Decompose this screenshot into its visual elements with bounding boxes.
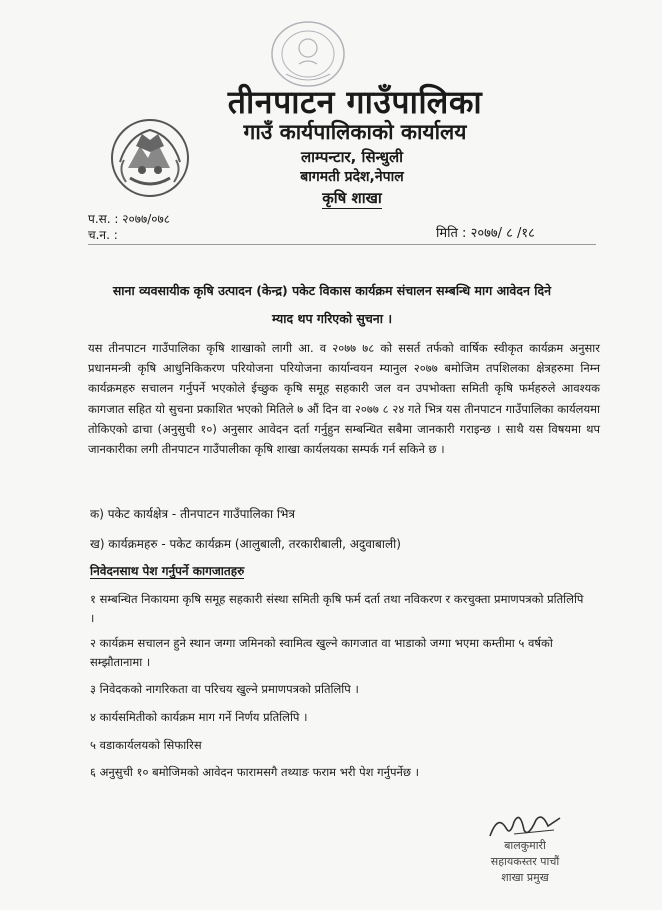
pocket-area-line: क) पकेट कार्यक्षेत्र - तीनपाटन गाउँपालिका भित्र (90, 507, 296, 521)
address-line-1: लाम्पन्टार, सिन्धुली (300, 148, 404, 166)
signature-block (470, 808, 580, 888)
notice-title-line-2: म्याद थप गरिएको सुचना । (271, 311, 393, 326)
office-subtitle: गाउँ कार्यपालिकाको कार्यालय (243, 119, 467, 144)
signer-name: बालकुमारी (504, 839, 546, 852)
notice-date: मिति : २०७७/ ८ /१८ (436, 226, 535, 241)
document-item-3: ३ निवेदकको नागरिकता वा परिचय खुल्ने प्रमाणपत्रको प्रतिलिपि । (90, 682, 359, 696)
org-title: तीनपाटन गाउँपालिका (227, 83, 483, 121)
branch-name: कृषि शाखा (322, 189, 382, 207)
header-divider (88, 244, 596, 245)
branch-label (262, 188, 442, 208)
signer-department: शाखा प्रमुख (501, 871, 549, 884)
reference-number: प.स. : २०७७/०७८ (88, 212, 170, 226)
document-item-2: २ कार्यक्रम सचालन हुने स्थान जग्गा जमिनको स्वामित्व खुल्ने कागजात वा भाडाको जग्गा भएमा कम्तीमा ५ वर्षको सम्झौतानामा । (90, 636, 553, 669)
notice-body: यस तीनपाटन गाउँपालिका कृषि शाखाको लागी आ. व २०७७ ७८ को ससर्त तर्फको वार्षिक स्वीकृत कार्यक्रम अनुसार प्रधानमन्त्री कृषि आधुनिकिकरण परियोजना परियोजना कार्यान्वयन म्यानुल २०७७ बमोजिम तपशिलका क्षेत्रहरुमा निम्न कार्यक्रमहरु सचालन गर्नुपर्ने भएकोले ईच्छुक कृषि समूह सहकारी जल वन उपभोक्ता समिती कृषि फर्महरुले आवश्यक कागजात सहित यो सुचना प्रकाशित भएको मितिले ७ औं दिन वा २०७७ ८ २४ गते भित्र यस तीनपाटन गाउँपालिका कार्यलयमा तोकिएको ढाचा (अनुसुची १०) अनुसार आवेदन दर्ता गर्नुहुन सम्बन्धित सबैमा जानकारी गराइन्छ । साथै यस विषयमा थप जानकारीका लगी तीनपाटन गाउँपालीका कृषि शाखा कार्यलयका सम्पर्क गर्न सकिने छ । (88, 341, 600, 457)
notice-title-line-1: साना व्यवसायीक कृषि उत्पादन (केन्द्र) पकेट विकास कार्यक्रम संचालन सम्बन्धि माग आवेदन दिने (112, 283, 552, 298)
documents-heading (90, 562, 244, 579)
signer-title: सहायकस्तर पाचौं (490, 855, 560, 868)
signature-scribble-icon (484, 808, 564, 842)
nepal-emblem-icon (108, 116, 192, 200)
dispatch-number: च.न. : (88, 228, 118, 242)
documents-heading-text: निवेदनसाथ पेश गर्नुपर्ने कागजातहरु (90, 564, 245, 578)
address-line-2: बागमती प्रदेश,नेपाल (300, 169, 404, 185)
document-item-6: ६ अनुसुची १० बमोजिमको आवेदन फारामसगै तथ्याङ फराम भरी पेश गर्नुपर्नेछ । (90, 765, 419, 779)
document-item-5: ५ वडाकार्यलयको सिफारिस (90, 738, 202, 752)
document-item-1: १ सम्बन्धित निकायमा कृषि समूह सहकारी संस्था समिती कृषि फर्म दर्ता तथा नविकरण र करचुक्ता प्रमाणपत्रको प्रतिलिपि । (90, 592, 584, 625)
programs-line: ख) कार्यक्रमहरु - पकेट कार्यक्रम (आलुबाली, तरकारीबाली, अदुवाबाली) (90, 537, 401, 551)
document-item-4: ४ कार्यसमितीको कार्यक्रम माग गर्ने निर्णय प्रतिलिपि । (90, 710, 308, 724)
